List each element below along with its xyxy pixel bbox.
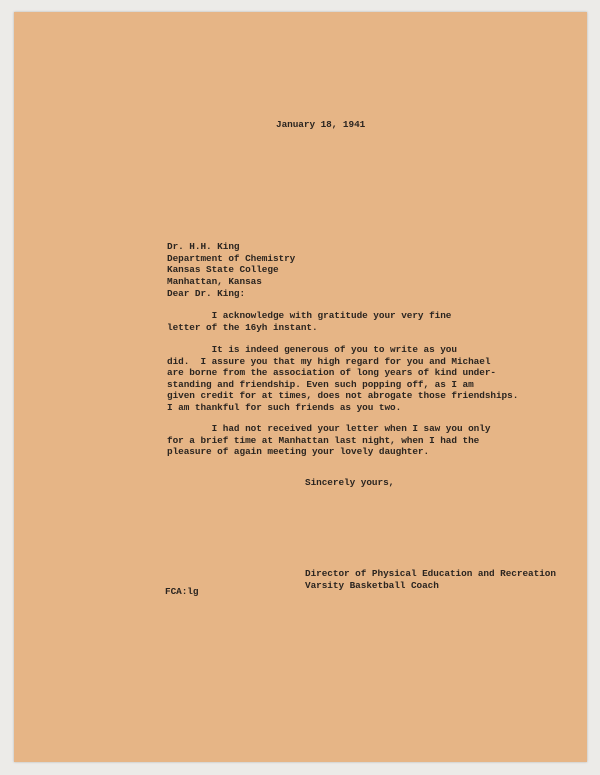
signature-block (305, 568, 556, 591)
text-line: given credit for at times, does not abrogate those friendships. (167, 390, 519, 402)
text-line: standing and friendship. Even such popping off, as I am (167, 378, 474, 390)
letter-page (14, 12, 587, 762)
signature-line: Varsity Basketball Coach (305, 579, 439, 591)
paragraph-3 (167, 423, 490, 458)
letter-date: January 18, 1941 (276, 119, 366, 130)
text-line: I am thankful for such friends as you two. (167, 401, 402, 413)
paragraph-2 (167, 344, 518, 414)
recipient-line: Manhattan, Kansas (167, 275, 262, 287)
recipient-address (167, 241, 295, 287)
text-line: for a brief time at Manhattan last night, when I had the (167, 434, 480, 446)
text-line: did. I assure you that my high regard for you and Michael (167, 355, 491, 367)
typist-initials: FCA:lg (165, 586, 199, 597)
signature-line: Director of Physical Education and Recreation (305, 568, 556, 579)
recipient-line: Dr. H.H. King (167, 241, 240, 252)
paragraph-1 (167, 310, 451, 333)
text-line: pleasure of again meeting your lovely daughter. (167, 446, 430, 458)
text-line: It is indeed generous of you to write as you (167, 344, 457, 355)
text-line: I had not received your letter when I saw you only (167, 423, 491, 434)
text-line: letter of the 16yh instant. (167, 321, 318, 333)
salutation: Dear Dr. King: (167, 288, 246, 299)
recipient-line: Department of Chemistry (167, 252, 296, 264)
text-line: I acknowledge with gratitude your very fine (167, 310, 452, 321)
closing: Sincerely yours, (305, 477, 395, 488)
recipient-line: Kansas State College (167, 264, 279, 276)
text-line: are borne from the association of long years of kind under- (167, 367, 496, 379)
